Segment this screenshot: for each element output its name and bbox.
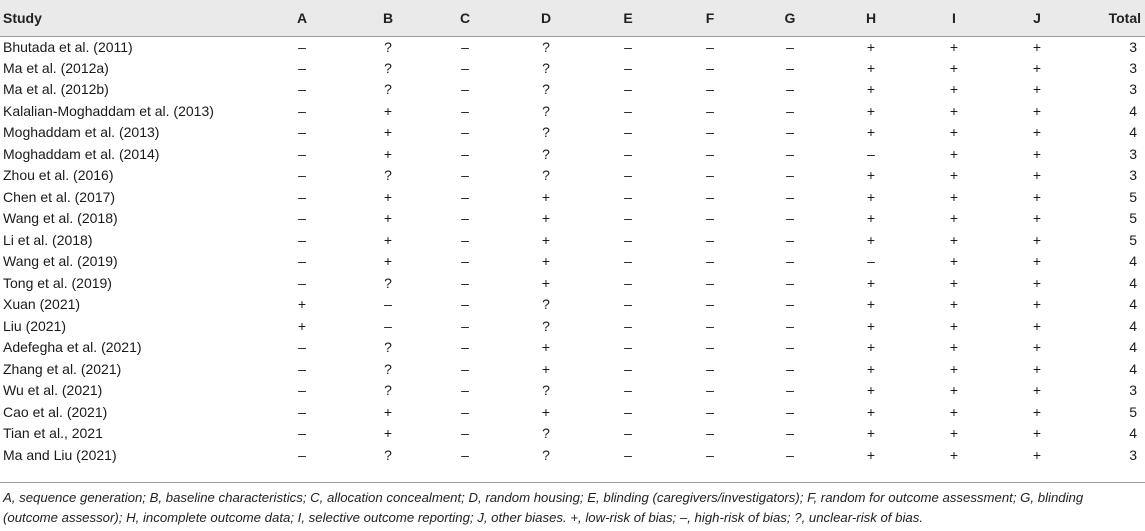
bias-rating-cell: – [786,403,794,420]
total-score-cell: 3 [1129,59,1137,76]
bias-rating-cell: + [541,188,551,205]
bias-rating-cell: – [298,274,306,291]
table-row [0,273,1145,295]
bias-rating-cell: – [624,403,632,420]
bias-rating-cell: – [706,231,714,248]
bias-rating-cell: ? [542,102,550,119]
bias-rating-cell: – [786,145,794,162]
bias-rating-cell: + [1032,339,1042,356]
bias-rating-cell: – [461,124,469,141]
bias-rating-cell: – [706,124,714,141]
bias-rating-cell: + [383,102,393,119]
bias-rating-cell: – [461,231,469,248]
bias-rating-cell: + [1032,317,1042,334]
study-name-cell: Tong et al. (2019) [3,274,112,291]
bias-rating-cell: + [1032,38,1042,55]
bias-rating-cell: + [383,253,393,270]
bias-rating-cell: – [786,81,794,98]
bias-rating-cell: + [297,296,307,313]
bias-rating-cell: ? [542,382,550,399]
bias-rating-cell: – [298,360,306,377]
bias-rating-cell: – [786,188,794,205]
bias-rating-cell: + [949,102,959,119]
bias-rating-cell: + [949,210,959,227]
total-score-cell: 3 [1129,38,1137,55]
header-row [0,0,1145,36]
bias-rating-cell: + [297,317,307,334]
bias-rating-cell: – [706,339,714,356]
bias-rating-cell: ? [384,360,392,377]
bias-rating-cell: – [298,145,306,162]
bias-rating-cell: – [298,124,306,141]
bias-rating-cell: – [384,317,392,334]
bias-rating-cell: + [949,145,959,162]
bias-rating-cell: – [298,210,306,227]
total-score-cell: 3 [1129,145,1137,162]
bias-rating-cell: + [949,253,959,270]
bias-rating-cell: – [298,188,306,205]
bias-rating-cell: + [1032,210,1042,227]
bias-rating-cell: – [706,210,714,227]
bias-rating-cell: + [866,188,876,205]
total-score-cell: 4 [1129,425,1137,442]
bias-rating-cell: + [866,124,876,141]
total-score-cell: 3 [1129,382,1137,399]
column-header-d: D [506,0,586,36]
bias-rating-cell: + [1032,360,1042,377]
total-score-cell: 4 [1129,317,1137,334]
bias-rating-cell: + [1032,102,1042,119]
bias-rating-cell: + [949,403,959,420]
total-score-cell: 4 [1129,296,1137,313]
bias-rating-cell: + [866,167,876,184]
bias-rating-cell: – [786,253,794,270]
bias-rating-cell: – [624,446,632,463]
bias-rating-cell: + [1032,274,1042,291]
bias-rating-cell: + [383,210,393,227]
table-footnote: A, sequence generation; B, baseline characteristics; C, allocation concealment; D, random housing; E, blinding (caregivers/investigators); F, random for outcome assessment; G, blinding (outcome assessor); H, incomplete outcome data; I, selective outcome reporting; J, other biases. +, low-risk of bias; –, high-risk of bias; ?, unclear-risk of bias. [3,490,1084,525]
bias-rating-cell: ? [384,446,392,463]
bias-rating-cell: + [949,446,959,463]
bias-rating-cell: + [866,446,876,463]
bias-rating-cell: – [786,274,794,291]
bias-rating-cell: + [866,38,876,55]
bias-rating-cell: + [866,102,876,119]
bias-rating-cell: ? [542,81,550,98]
bias-rating-cell: – [624,274,632,291]
bias-rating-cell: + [949,231,959,248]
bias-rating-cell: + [1032,59,1042,76]
bias-rating-cell: ? [384,38,392,55]
bias-rating-cell: + [866,274,876,291]
bias-rating-cell: – [624,38,632,55]
bias-rating-cell: – [786,296,794,313]
table-row [0,208,1145,230]
bias-rating-cell: – [706,317,714,334]
bias-rating-cell: + [866,425,876,442]
table-row [0,101,1145,123]
bias-rating-cell: ? [384,167,392,184]
total-score-cell: 5 [1129,188,1137,205]
table-row [0,294,1145,316]
bias-rating-cell: – [624,124,632,141]
column-header-c: C [424,0,506,36]
bias-rating-cell: + [949,296,959,313]
study-name-cell: Zhou et al. (2016) [3,167,114,184]
bias-rating-cell: – [624,59,632,76]
bias-rating-cell: – [298,253,306,270]
bias-rating-cell: – [786,360,794,377]
bias-rating-cell: – [624,253,632,270]
table-row [0,402,1145,424]
bias-rating-cell: + [541,360,551,377]
bias-rating-cell: + [949,81,959,98]
bias-rating-cell: + [383,425,393,442]
bias-rating-cell: – [706,188,714,205]
bias-rating-cell: – [786,231,794,248]
bias-rating-cell: + [949,124,959,141]
bias-rating-cell: – [706,382,714,399]
bias-rating-cell: – [461,274,469,291]
bias-rating-cell: – [786,102,794,119]
bias-rating-cell: + [949,317,959,334]
bias-rating-cell: – [786,210,794,227]
bias-rating-cell: ? [542,296,550,313]
bias-rating-cell: + [949,188,959,205]
bias-rating-cell: + [866,382,876,399]
bias-rating-cell: – [786,167,794,184]
bias-rating-cell: + [1032,403,1042,420]
table-row [0,122,1145,144]
bias-rating-cell: ? [542,124,550,141]
bias-rating-cell: + [949,167,959,184]
bias-rating-cell: + [949,425,959,442]
bias-rating-cell: + [866,360,876,377]
column-header-a: A [252,0,352,36]
column-header-e: E [586,0,670,36]
table-row [0,187,1145,209]
bias-rating-cell: + [949,382,959,399]
bias-rating-cell: – [867,253,875,270]
table-row [0,337,1145,359]
study-name-cell: Ma et al. (2012a) [3,59,109,76]
bias-rating-cell: + [541,253,551,270]
bias-rating-cell: – [706,38,714,55]
total-score-cell: 5 [1129,403,1137,420]
bias-rating-cell: – [786,38,794,55]
bias-rating-cell: – [786,382,794,399]
table-row [0,380,1145,402]
bias-rating-cell: + [1032,253,1042,270]
bias-rating-cell: – [624,382,632,399]
bias-rating-cell: – [624,425,632,442]
bias-rating-cell: + [541,274,551,291]
bias-rating-cell: + [1032,425,1042,442]
bias-rating-cell: – [461,403,469,420]
table-row [0,359,1145,381]
study-name-cell: Moghaddam et al. (2014) [3,145,160,162]
bias-rating-cell: + [866,59,876,76]
bias-rating-cell: – [624,296,632,313]
bias-rating-cell: ? [384,274,392,291]
bias-rating-cell: ? [384,339,392,356]
bias-rating-cell: – [461,59,469,76]
study-name-cell: Tian et al., 2021 [3,425,103,442]
bias-rating-cell: ? [384,59,392,76]
bias-rating-cell: – [461,446,469,463]
column-header-j: J [996,0,1078,36]
bias-rating-cell: – [461,382,469,399]
table-row [0,144,1145,166]
bias-rating-cell: – [706,59,714,76]
bias-rating-cell: – [461,253,469,270]
bias-rating-cell: – [461,210,469,227]
total-score-cell: 4 [1129,339,1137,356]
bias-rating-cell: – [461,425,469,442]
bias-rating-cell: – [461,145,469,162]
column-header-h: H [830,0,912,36]
bias-rating-cell: – [624,339,632,356]
bias-rating-cell: – [786,59,794,76]
bias-rating-cell: – [624,102,632,119]
bias-rating-cell: – [706,425,714,442]
study-name-cell: Moghaddam et al. (2013) [3,124,160,141]
bias-rating-cell: – [461,296,469,313]
bias-rating-cell: + [866,210,876,227]
bias-rating-cell: – [298,231,306,248]
study-name-cell: Wu et al. (2021) [3,382,103,399]
bias-rating-cell: – [786,339,794,356]
bias-rating-cell: – [298,339,306,356]
bias-rating-cell: – [298,403,306,420]
bias-rating-cell: – [624,167,632,184]
bias-rating-cell: + [1032,231,1042,248]
bias-rating-cell: – [706,81,714,98]
bias-rating-cell: + [1032,145,1042,162]
column-header-i: I [912,0,996,36]
bias-rating-cell: + [1032,446,1042,463]
study-name-cell: Ma et al. (2012b) [3,81,109,98]
table-row [0,36,1145,58]
bias-rating-cell: ? [542,446,550,463]
study-name-cell: Kalalian-Moghaddam et al. (2013) [3,102,214,119]
study-name-cell: Adefegha et al. (2021) [3,339,142,356]
bias-rating-cell: + [1032,124,1042,141]
total-score-cell: 4 [1129,253,1137,270]
bias-rating-cell: – [624,81,632,98]
bias-rating-cell: – [298,38,306,55]
bias-rating-cell: + [541,403,551,420]
bias-rating-cell: + [1032,382,1042,399]
bias-rating-cell: ? [542,38,550,55]
bias-rating-cell: + [949,274,959,291]
bias-rating-cell: – [867,145,875,162]
study-name-cell: Ma and Liu (2021) [3,446,117,463]
table-row [0,316,1145,338]
bias-rating-cell: ? [542,425,550,442]
study-name-cell: Cao et al. (2021) [3,403,108,420]
bias-rating-cell: – [624,231,632,248]
table-row [0,230,1145,252]
bias-rating-cell: – [461,167,469,184]
bias-rating-cell: – [298,102,306,119]
bias-rating-cell: + [383,145,393,162]
bias-rating-cell: + [949,38,959,55]
table-body [0,36,1145,466]
bias-rating-cell: + [949,360,959,377]
bias-rating-cell: – [624,360,632,377]
bias-rating-cell: ? [384,382,392,399]
bias-rating-cell: – [298,167,306,184]
bias-rating-cell: + [949,59,959,76]
study-name-cell: Zhang et al. (2021) [3,360,122,377]
column-header-study: Study [0,0,252,36]
bias-rating-cell: – [706,253,714,270]
bias-rating-cell: – [706,446,714,463]
bias-rating-cell: – [298,382,306,399]
table-row [0,79,1145,101]
bias-rating-cell: – [298,425,306,442]
table-row [0,251,1145,273]
bias-rating-cell: – [624,317,632,334]
study-name-cell: Li et al. (2018) [3,231,93,248]
study-name-cell: Chen et al. (2017) [3,188,116,205]
bias-rating-cell: – [298,446,306,463]
total-score-cell: 3 [1129,81,1137,98]
study-name-cell: Wang et al. (2018) [3,210,118,227]
bias-rating-cell: + [866,339,876,356]
bias-rating-cell: + [541,231,551,248]
bias-rating-cell: + [1032,296,1042,313]
study-name-cell: Bhutada et al. (2011) [3,38,133,55]
bias-rating-cell: + [866,317,876,334]
bias-rating-cell: – [461,360,469,377]
bias-rating-cell: + [866,81,876,98]
total-score-cell: 5 [1129,231,1137,248]
bias-rating-cell: – [706,296,714,313]
bias-rating-cell: + [1032,188,1042,205]
bias-rating-cell: + [866,296,876,313]
column-header-b: B [352,0,424,36]
bias-rating-cell: + [383,403,393,420]
bias-rating-cell: – [624,210,632,227]
bias-rating-cell: – [461,317,469,334]
study-name-cell: Wang et al. (2019) [3,253,118,270]
total-score-cell: 3 [1129,446,1137,463]
total-score-cell: 3 [1129,167,1137,184]
bias-rating-cell: + [866,403,876,420]
bias-rating-cell: – [298,81,306,98]
bias-rating-cell: – [786,124,794,141]
bias-rating-cell: – [384,296,392,313]
bias-rating-cell: + [541,339,551,356]
bias-rating-cell: + [1032,81,1042,98]
bias-rating-cell: – [706,360,714,377]
bias-rating-cell: – [461,81,469,98]
bias-rating-cell: + [949,339,959,356]
column-header-total: Total [1078,0,1145,36]
bias-rating-cell: – [461,102,469,119]
bias-rating-cell: + [383,188,393,205]
table-row [0,58,1145,80]
bias-rating-cell: + [1032,167,1042,184]
bias-rating-cell: – [706,274,714,291]
bias-rating-cell: – [624,188,632,205]
bias-rating-cell: ? [542,167,550,184]
total-score-cell: 5 [1129,210,1137,227]
table-row [0,165,1145,187]
bias-rating-cell: + [383,231,393,248]
study-name-cell: Xuan (2021) [3,296,81,313]
bias-rating-cell: – [461,38,469,55]
bias-rating-cell: ? [384,81,392,98]
total-score-cell: 4 [1129,360,1137,377]
column-header-f: F [670,0,750,36]
bias-rating-cell: – [706,167,714,184]
bias-rating-cell: + [383,124,393,141]
bias-rating-cell: – [624,145,632,162]
total-score-cell: 4 [1129,274,1137,291]
footer-divider [0,482,1145,483]
bias-rating-cell: – [786,446,794,463]
bias-rating-cell: – [786,317,794,334]
bias-rating-cell: – [706,102,714,119]
bias-rating-cell: ? [542,317,550,334]
study-name-cell: Liu (2021) [3,317,67,334]
bias-rating-cell: + [541,210,551,227]
bias-rating-cell: – [786,425,794,442]
total-score-cell: 4 [1129,102,1137,119]
bias-rating-cell: – [461,188,469,205]
bias-rating-cell: – [298,59,306,76]
bias-rating-cell: ? [542,145,550,162]
bias-rating-cell: ? [542,59,550,76]
table-header [0,0,1145,36]
total-score-cell: 4 [1129,124,1137,141]
bias-rating-cell: – [461,339,469,356]
bias-rating-cell: – [706,145,714,162]
bias-rating-cell: – [706,403,714,420]
table-row [0,445,1145,467]
column-header-g: G [750,0,830,36]
bias-rating-cell: + [866,231,876,248]
table-row [0,423,1145,445]
